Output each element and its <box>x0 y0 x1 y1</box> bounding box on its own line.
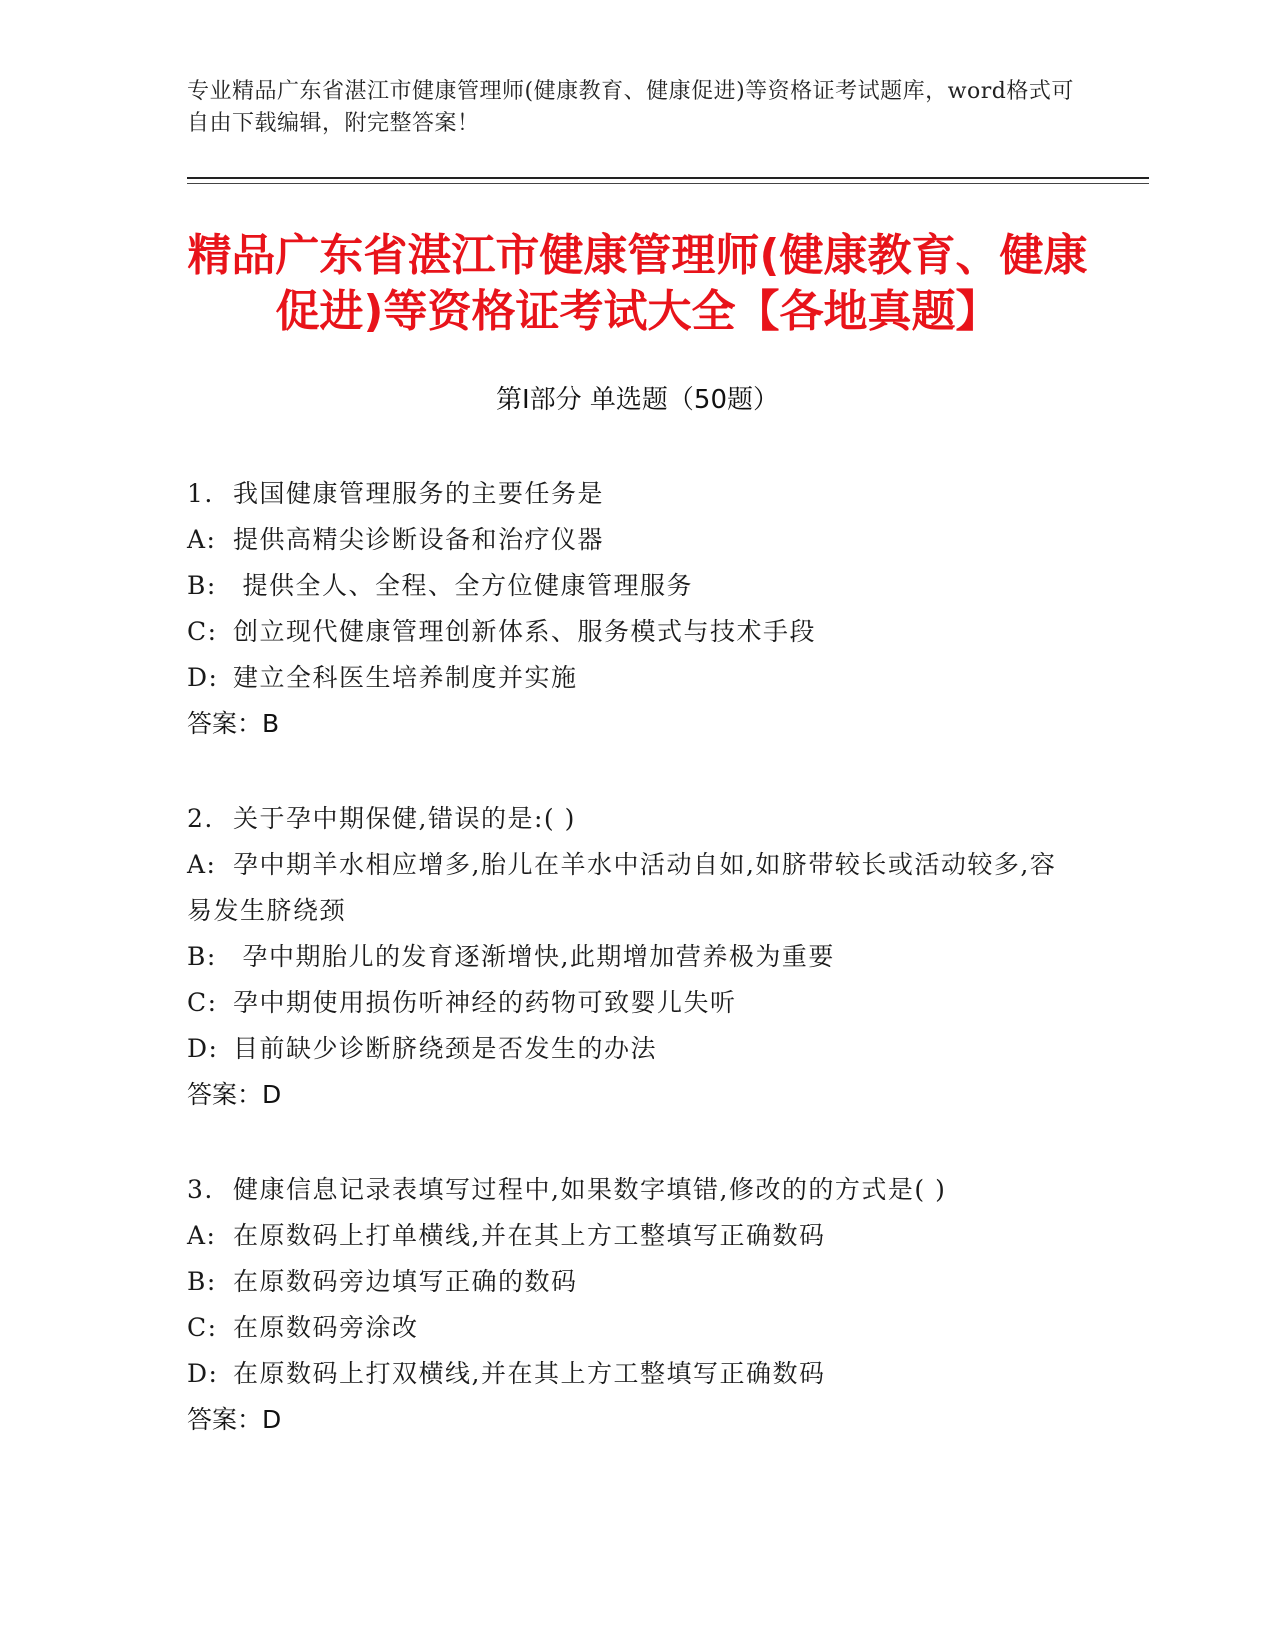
option-letter: B: <box>187 1267 217 1296</box>
option-letter: D: <box>187 663 219 692</box>
option-d <box>187 1351 1067 1397</box>
question-list <box>187 471 1067 1492</box>
option-d <box>187 655 1067 701</box>
question-text: 关于孕中期保健,错误的是:( ) <box>233 804 576 833</box>
document-title: 精品广东省湛江市健康管理师(健康教育、健康促进)等资格证考试大全【各地真题】 <box>187 230 1088 337</box>
section-title: 第Ⅰ部分 单选题（50题） <box>495 385 780 415</box>
option-text: 建立全科医生培养制度并实施 <box>233 663 578 692</box>
option-c <box>187 609 1067 655</box>
option-text: 孕中期羊水相应增多,胎儿在羊水中活动自如,如脐带较长或活动较多,容易发生脐绕颈 <box>187 850 1057 925</box>
question-number: 2. <box>187 804 214 833</box>
option-letter: D: <box>187 1359 219 1388</box>
header-note: 专业精品广东省湛江市健康管理师(健康教育、健康促进)等资格证考试题库，word格式可自由下载编辑，附完整答案！ <box>187 79 1074 136</box>
option-letter: C: <box>187 617 218 646</box>
option-b <box>187 1259 1067 1305</box>
question-stem <box>187 471 1067 517</box>
option-text: 在原数码旁边填写正确的数码 <box>233 1267 578 1296</box>
option-text: 在原数码上打双横线,并在其上方工整填写正确数码 <box>233 1359 826 1388</box>
option-text: 在原数码旁涂改 <box>233 1313 419 1342</box>
option-a <box>187 842 1067 934</box>
option-text: 在原数码上打单横线,并在其上方工整填写正确数码 <box>233 1221 826 1250</box>
option-letter: A: <box>187 525 217 554</box>
option-letter: A: <box>187 1221 217 1250</box>
option-letter: B: <box>187 942 217 971</box>
option-b <box>187 563 1067 609</box>
option-a <box>187 1213 1067 1259</box>
question-2 <box>187 796 1067 1118</box>
option-text: 目前缺少诊断脐绕颈是否发生的办法 <box>233 1034 658 1063</box>
option-text: 孕中期胎儿的发育逐渐增快,此期增加营养极为重要 <box>233 942 835 971</box>
option-d <box>187 1026 1067 1072</box>
option-b <box>187 934 1067 980</box>
question-stem <box>187 1167 1067 1213</box>
question-1 <box>187 471 1067 747</box>
option-letter: C: <box>187 988 218 1017</box>
question-text: 我国健康管理服务的主要任务是 <box>233 479 605 508</box>
option-text: 提供全人、全程、全方位健康管理服务 <box>233 571 693 600</box>
header-divider-thick <box>187 177 1149 179</box>
question-3 <box>187 1167 1067 1443</box>
answer: 答案：D <box>187 1405 282 1434</box>
answer: 答案：B <box>187 709 280 738</box>
option-c <box>187 980 1067 1026</box>
option-text: 创立现代健康管理创新体系、服务模式与技术手段 <box>233 617 817 646</box>
option-c <box>187 1305 1067 1351</box>
option-text: 提供高精尖诊断设备和治疗仪器 <box>233 525 605 554</box>
option-letter: D: <box>187 1034 219 1063</box>
option-letter: C: <box>187 1313 218 1342</box>
option-letter: B: <box>187 571 217 600</box>
header-divider-thin <box>187 183 1149 184</box>
option-text: 孕中期使用损伤听神经的药物可致婴儿失听 <box>233 988 737 1017</box>
question-number: 3. <box>187 1175 214 1204</box>
question-text: 健康信息记录表填写过程中,如果数字填错,修改的的方式是( ) <box>233 1175 947 1204</box>
option-letter: A: <box>187 850 217 879</box>
option-a <box>187 517 1067 563</box>
question-stem <box>187 796 1067 842</box>
answer: 答案：D <box>187 1080 282 1109</box>
question-number: 1. <box>187 479 214 508</box>
